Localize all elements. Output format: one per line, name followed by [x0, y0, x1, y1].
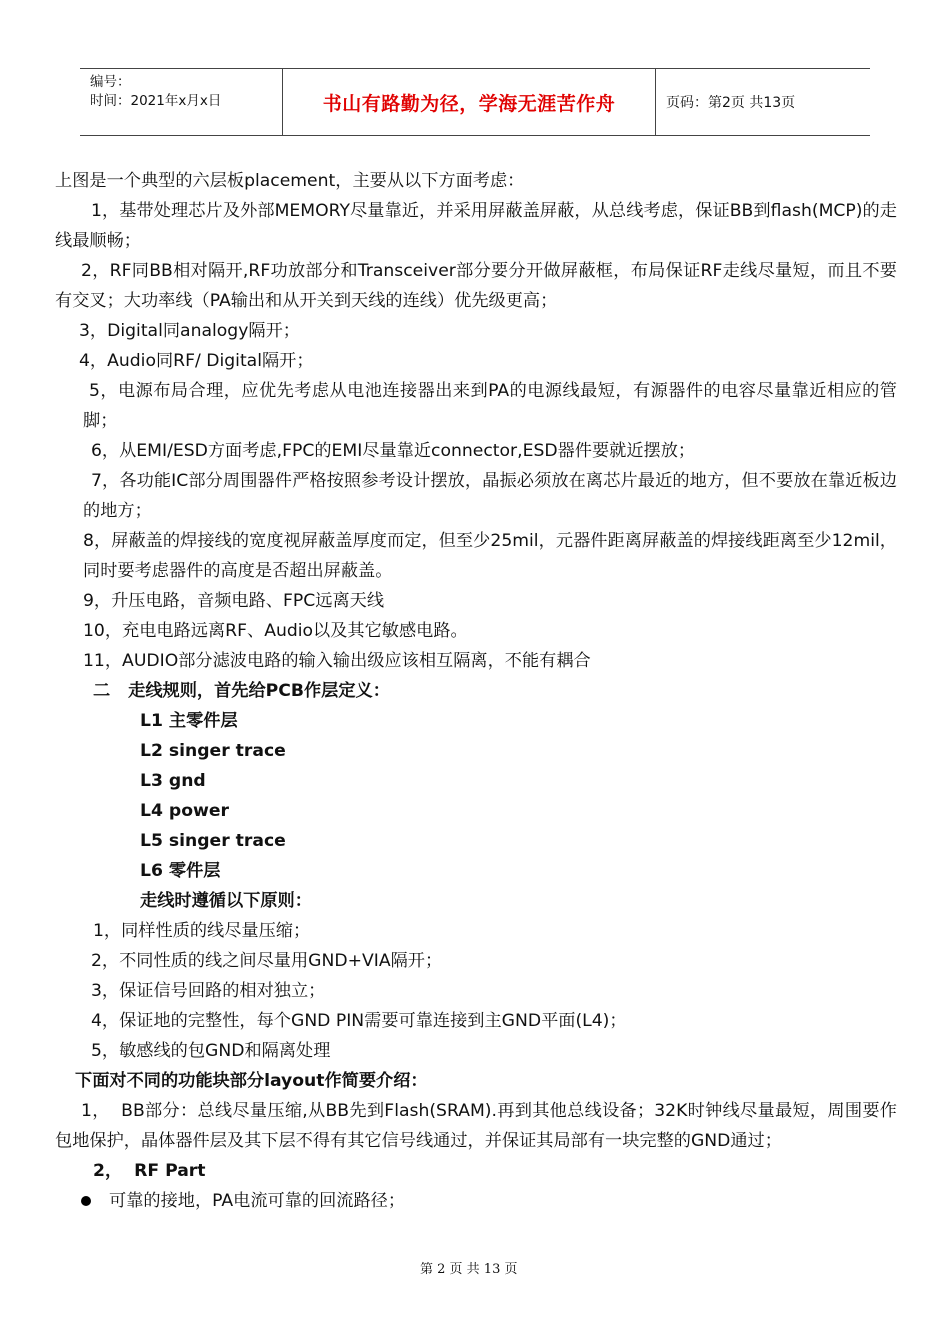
- routing-rule: 3，保证信号回路的相对独立；: [91, 981, 326, 1001]
- placement-item-6: 6，从EMI/ESD方面考虑,FPC的EMI尽量靠近connector,ESD器件要就近摆放；: [91, 441, 696, 461]
- bullet-icon: [81, 1196, 91, 1206]
- rf-part-title: 2， RF Part: [93, 1161, 206, 1181]
- header-motto: 书山有路勤为径，学海无涯苦作舟: [282, 69, 656, 135]
- routing-rule: 5，敏感线的包GND和隔离处理: [91, 1041, 331, 1061]
- placement-item-1: 1，基带处理芯片及外部MEMORY尽量靠近，并采用屏蔽盖屏蔽，从总线考虑，保证BB到flash(MCP)的走线最顺畅；: [55, 201, 897, 251]
- intro-paragraph: 上图是一个典型的六层板placement，主要从以下方面考虑：: [55, 171, 525, 191]
- placement-item-4: 4，Audio同RF/ Digital隔开；: [79, 351, 314, 371]
- document-body: [55, 166, 897, 1216]
- rf-bullet: [53, 1186, 897, 1216]
- placement-item-9: 9，升压电路，音频电路、FPC远离天线: [83, 591, 385, 611]
- routing-title: 走线时遵循以下原则：: [140, 891, 312, 911]
- layout-intro: 下面对不同的功能块部分layout作简要介绍：: [75, 1071, 428, 1091]
- routing-rules: [55, 916, 897, 1066]
- placement-item-10: 10，充电电路远离RF、Audio以及其它敏感电路。: [83, 621, 468, 641]
- routing-rule: 2，不同性质的线之间尽量用GND+VIA隔开；: [91, 951, 443, 971]
- layer-item: L5 singer trace: [140, 831, 286, 851]
- header-meta: [80, 69, 282, 135]
- time-label: 时间：2021年x月x日: [90, 93, 222, 109]
- routing-rule: 4，保证地的完整性，每个GND PIN需要可靠连接到主GND平面(L4)；: [91, 1011, 627, 1031]
- page-footer: 第 2 页 共 13 页: [420, 1262, 518, 1277]
- layer-list: [55, 706, 897, 916]
- layer-item: L1 主零件层: [140, 711, 238, 731]
- placement-item-7: 7，各功能IC部分周围器件严格按照参考设计摆放，晶振必须放在离芯片最近的地方，但不要放在靠近板边的地方；: [83, 471, 897, 521]
- placement-item-3: 3，Digital同analogy隔开；: [79, 321, 300, 341]
- header-page-info: 页码：第2页 共13页: [666, 95, 796, 111]
- routing-rule: 1，同样性质的线尽量压缩；: [93, 921, 311, 941]
- code-label: 编号：: [90, 74, 131, 90]
- bb-part: 1， BB部分：总线尽量压缩,从BB先到Flash(SRAM).再到其他总线设备；32K时钟线尽量最短，周围要作包地保护，晶体器件层及其下层不得有其它信号线通过，并保证其局部有一块完整的GND通过；: [55, 1101, 897, 1151]
- section-2-title: 二 走线规则，首先给PCB作层定义：: [93, 681, 390, 701]
- placement-item-5: 5，电源布局合理，应优先考虑从电池连接器出来到PA的电源线最短，有源器件的电容尽量靠近相应的管脚；: [83, 381, 897, 431]
- rf-bullet-text: 可靠的接地，PA电流可靠的回流路径；: [109, 1191, 406, 1211]
- placement-item-2: 2，RF同BB相对隔开,RF功放部分和Transceiver部分要分开做屏蔽框，布局保证RF走线尽量短，而且不要有交叉；大功率线（PA输出和从开关到天线的连线）优先级更高；: [55, 261, 897, 311]
- layer-item: L3 gnd: [140, 771, 206, 791]
- document-header: [80, 68, 870, 136]
- placement-item-11: 11，AUDIO部分滤波电路的输入输出级应该相互隔离，不能有耦合: [83, 651, 591, 671]
- layer-item: L4 power: [140, 801, 230, 821]
- layer-item: L2 singer trace: [140, 741, 286, 761]
- layer-item: L6 零件层: [140, 861, 221, 881]
- placement-item-8: 8，屏蔽盖的焊接线的宽度视屏蔽盖厚度而定，但至少25mil，元器件距离屏蔽盖的焊接线距离至少12mil，同时要考虑器件的高度是否超出屏蔽盖。: [83, 531, 897, 581]
